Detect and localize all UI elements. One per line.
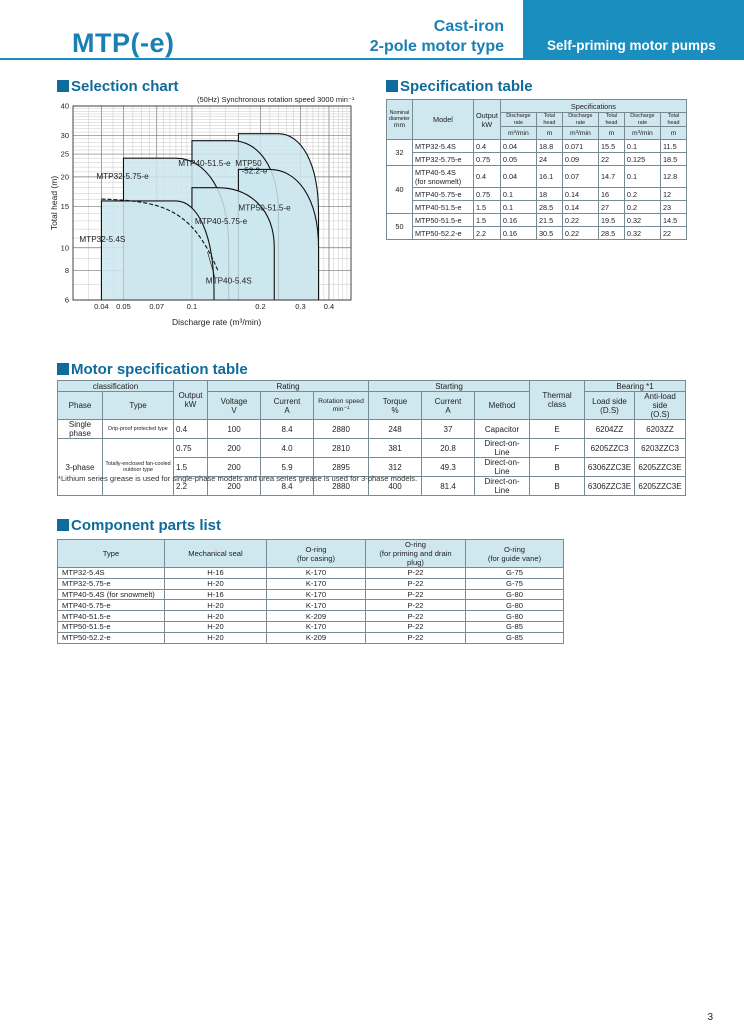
parts-cell-type: MTP50-52.2-e bbox=[58, 632, 165, 643]
subtitle-line-2: 2-pole motor type bbox=[369, 38, 504, 55]
spec-cell-model-name: MTP50-51.5-e bbox=[414, 215, 462, 225]
motor-header-thermal bbox=[530, 381, 585, 420]
motor-cell-value: 2880 bbox=[314, 477, 369, 496]
parts-header-type: Type bbox=[58, 540, 165, 568]
spec-cell-model bbox=[412, 153, 473, 166]
spec-row bbox=[387, 153, 687, 166]
spec-cell-value: 0.04 bbox=[500, 166, 536, 188]
spec-cell-value: 0.16 bbox=[500, 214, 536, 227]
spec-cell-value: 0.1 bbox=[624, 166, 660, 188]
spec-header-nominal-label: Nominal diameter bbox=[389, 109, 410, 123]
spec-cell-value: 22 bbox=[660, 227, 686, 240]
curve-annotation: MTP32-5.4S bbox=[79, 234, 126, 244]
parts-cell-value: G-80 bbox=[466, 611, 564, 622]
motor-header-current-label: Current bbox=[273, 396, 301, 406]
chart-x-label: Discharge rate (m³/min) bbox=[172, 317, 262, 327]
spec-cell-value: 18 bbox=[536, 188, 562, 201]
spec-header-head-unit: m bbox=[598, 127, 624, 140]
motor-header-phase: Phase bbox=[58, 392, 103, 420]
spec-cell-output: 0.4 bbox=[473, 140, 500, 153]
spec-header-output bbox=[473, 100, 500, 140]
parts-cell-value: P-22 bbox=[366, 600, 466, 611]
parts-cell-value: H-16 bbox=[165, 589, 267, 600]
spec-cell-output: 0.4 bbox=[473, 166, 500, 188]
parts-cell-value: K-170 bbox=[267, 568, 366, 579]
motor-cell-value: 6203ZZC3 bbox=[635, 439, 686, 458]
spec-header-discharge bbox=[624, 113, 660, 127]
parts-cell-value: H-20 bbox=[165, 611, 267, 622]
motor-header-voltage-label: Voltage bbox=[220, 396, 248, 406]
spec-cell-value: 0.1 bbox=[500, 188, 536, 201]
motor-cell-value: 1.5 bbox=[174, 458, 208, 477]
parts-list-table bbox=[57, 539, 564, 644]
parts-cell-value: P-22 bbox=[366, 621, 466, 632]
spec-header-head-unit: m bbox=[660, 127, 686, 140]
page-subtitle bbox=[370, 17, 504, 57]
spec-header-head-label: Total head bbox=[605, 113, 618, 126]
motor-header-current bbox=[261, 392, 314, 420]
y-tick-label: 30 bbox=[60, 130, 69, 140]
motor-cell-value: 381 bbox=[369, 439, 422, 458]
motor-cell-value: 200 bbox=[208, 477, 261, 496]
motor-cell-value: 81.4 bbox=[422, 477, 475, 496]
spec-header-nominal-unit: mm bbox=[393, 121, 406, 129]
spec-cell-value: 0.07 bbox=[562, 166, 598, 188]
motor-header-start-current-unit: A bbox=[445, 405, 451, 415]
section-selection-chart: Selection chart bbox=[57, 78, 179, 95]
spec-cell-output: 0.75 bbox=[473, 188, 500, 201]
spec-cell-value: 16 bbox=[598, 188, 624, 201]
spec-header-head-label: Total head bbox=[667, 113, 680, 126]
spec-header-discharge-label: Discharge rate bbox=[506, 113, 531, 126]
motor-cell-value: Direct-on-Line bbox=[475, 439, 530, 458]
motor-header-anti-load-side-code: (O.S) bbox=[650, 410, 670, 419]
motor-cell-value: 20.8 bbox=[422, 439, 475, 458]
motor-cell-value: Direct-on-Line bbox=[475, 477, 530, 496]
motor-header-torque-label: Torque bbox=[382, 396, 408, 406]
parts-cell-value: H-20 bbox=[165, 621, 267, 632]
motor-cell-value: Capacitor bbox=[475, 420, 530, 439]
subtitle-line-1: Cast-iron bbox=[433, 18, 504, 35]
motor-cell-value: 49.3 bbox=[422, 458, 475, 477]
spec-header-discharge bbox=[500, 113, 536, 127]
x-tick-label: 0.1 bbox=[186, 302, 198, 311]
curve-annotation: MTP50-51.5-e bbox=[238, 203, 291, 213]
spec-cell-value: 12.8 bbox=[660, 166, 686, 188]
x-tick-label: 0.07 bbox=[149, 302, 165, 311]
spec-cell-diameter: 50 bbox=[387, 214, 413, 240]
curve-annotation: MTP40-51.5-e bbox=[178, 159, 231, 169]
parts-cell-value: P-22 bbox=[366, 578, 466, 589]
spec-cell-output: 0.75 bbox=[473, 153, 500, 166]
motor-cell-value: 37 bbox=[422, 420, 475, 439]
parts-cell-value: K-170 bbox=[267, 600, 366, 611]
spec-cell-model bbox=[412, 227, 473, 240]
parts-cell-type: MTP40-51.5-e bbox=[58, 611, 165, 622]
parts-cell-value: H-16 bbox=[165, 568, 267, 579]
motor-cell-type: Totally-enclosed fan-cooled outdoor type bbox=[103, 439, 174, 496]
motor-cell-value: 6205ZZC3E bbox=[635, 477, 686, 496]
parts-cell-value: G-75 bbox=[466, 568, 564, 579]
parts-header-seal: Mechanical seal bbox=[165, 540, 267, 568]
parts-header-oring-priming-sub: (for priming and drain plug) bbox=[379, 549, 452, 567]
spec-cell-value: 19.5 bbox=[598, 214, 624, 227]
parts-cell-value: K-170 bbox=[267, 589, 366, 600]
motor-cell-value: 0.4 bbox=[174, 420, 208, 439]
spec-cell-model-note: (for snowmelt) bbox=[414, 176, 462, 186]
category-band bbox=[523, 0, 744, 60]
parts-cell-value: P-22 bbox=[366, 611, 466, 622]
motor-cell-value: 8.4 bbox=[261, 420, 314, 439]
parts-cell-value: P-22 bbox=[366, 568, 466, 579]
y-tick-label: 10 bbox=[60, 243, 69, 253]
spec-cell-model-name: MTP40-5.4S bbox=[414, 167, 456, 177]
motor-cell-type: Drip-proof protected type bbox=[103, 420, 174, 439]
y-tick-label: 20 bbox=[60, 172, 69, 182]
spec-header-output-unit: kW bbox=[481, 119, 493, 129]
parts-cell-type: MTP40-5.4S (for snowmelt) bbox=[58, 589, 165, 600]
spec-cell-model bbox=[412, 166, 473, 188]
spec-cell-model bbox=[412, 201, 473, 214]
spec-cell-diameter: 32 bbox=[387, 140, 413, 166]
motor-header-current-unit: A bbox=[284, 405, 290, 415]
motor-header-torque-unit: % bbox=[391, 405, 399, 415]
parts-cell-value: G-75 bbox=[466, 578, 564, 589]
spec-header-head-unit: m bbox=[536, 127, 562, 140]
motor-cell-value: F bbox=[530, 439, 585, 458]
spec-header-discharge-unit: m³/min bbox=[562, 127, 598, 140]
parts-row bbox=[58, 632, 564, 643]
parts-cell-value: G-80 bbox=[466, 589, 564, 600]
spec-cell-value: 0.2 bbox=[624, 201, 660, 214]
motor-cell-phase: Single phase bbox=[58, 420, 103, 439]
motor-header-voltage bbox=[208, 392, 261, 420]
motor-header-voltage-unit: V bbox=[231, 405, 237, 415]
spec-header-discharge-label: Discharge rate bbox=[568, 113, 593, 126]
motor-header-load-side-label: Load side bbox=[592, 396, 627, 406]
parts-cell-value: K-209 bbox=[267, 611, 366, 622]
parts-header-oring-casing bbox=[267, 540, 366, 568]
spec-row bbox=[387, 166, 687, 188]
curve-annotation: -52.2-e bbox=[241, 166, 268, 176]
y-tick-label: 40 bbox=[60, 101, 69, 111]
spec-cell-value: 24 bbox=[536, 153, 562, 166]
parts-cell-type: MTP50-51.5-e bbox=[58, 621, 165, 632]
spec-cell-value: 0.071 bbox=[562, 140, 598, 153]
spec-cell-value: 0.05 bbox=[500, 153, 536, 166]
page-title: MTP(-e) bbox=[72, 28, 175, 58]
motor-header-rotation-unit: min⁻¹ bbox=[332, 406, 350, 413]
spec-cell-value: 22 bbox=[598, 153, 624, 166]
motor-header-output bbox=[174, 381, 208, 420]
spec-cell-value: 0.16 bbox=[500, 227, 536, 240]
spec-cell-value: 14.5 bbox=[660, 214, 686, 227]
parts-header-oring-guide-label: O-ring bbox=[503, 544, 526, 554]
spec-cell-value: 18.5 bbox=[660, 153, 686, 166]
curve-annotation: MTP32-5.75-e bbox=[96, 171, 149, 181]
x-tick-label: 0.05 bbox=[116, 302, 131, 311]
spec-cell-value: 30.5 bbox=[536, 227, 562, 240]
parts-row bbox=[58, 600, 564, 611]
motor-cell-value: 6306ZZC3E bbox=[585, 477, 635, 496]
spec-cell-model-name: MTP40-51.5-e bbox=[414, 202, 462, 212]
section-parts-list: Component parts list bbox=[57, 517, 221, 534]
spec-cell-value: 0.32 bbox=[624, 214, 660, 227]
spec-cell-model-name: MTP50-52.2-e bbox=[414, 228, 462, 238]
motor-row bbox=[58, 439, 686, 458]
spec-cell-output: 1.5 bbox=[473, 201, 500, 214]
motor-header-bearing: Bearing *1 bbox=[585, 381, 686, 392]
motor-row bbox=[58, 420, 686, 439]
parts-header-oring-guide-sub: (for guide vane) bbox=[487, 553, 542, 563]
motor-header-rating: Rating bbox=[208, 381, 369, 392]
motor-header-rotation bbox=[314, 392, 369, 420]
spec-cell-value: 11.5 bbox=[660, 140, 686, 153]
motor-cell-value: 2880 bbox=[314, 420, 369, 439]
y-tick-label: 8 bbox=[64, 266, 69, 276]
spec-cell-value: 0.32 bbox=[624, 227, 660, 240]
parts-cell-value: K-170 bbox=[267, 578, 366, 589]
motor-cell-value: 2.2 bbox=[174, 477, 208, 496]
parts-cell-value: G-80 bbox=[466, 600, 564, 611]
category-label: Self-priming motor pumps bbox=[547, 38, 716, 53]
spec-cell-value: 15.5 bbox=[598, 140, 624, 153]
specification-table bbox=[386, 99, 687, 240]
motor-footnote: *Lithium series grease is used for single-phase models and urea series grease is used for 3-phase models. bbox=[58, 474, 418, 483]
spec-cell-output: 1.5 bbox=[473, 214, 500, 227]
spec-cell-value: 16.1 bbox=[536, 166, 562, 188]
motor-cell-value: 2895 bbox=[314, 458, 369, 477]
motor-header-output-unit: kW bbox=[184, 400, 197, 409]
spec-cell-value: 0.14 bbox=[562, 201, 598, 214]
parts-cell-value: P-22 bbox=[366, 632, 466, 643]
motor-cell-value: 2810 bbox=[314, 439, 369, 458]
parts-cell-value: H-20 bbox=[165, 600, 267, 611]
spec-row bbox=[387, 188, 687, 201]
spec-header-discharge-unit: m³/min bbox=[500, 127, 536, 140]
motor-header-classification: classification bbox=[58, 381, 174, 392]
spec-cell-model bbox=[412, 214, 473, 227]
motor-header-output-label: Output bbox=[178, 391, 203, 400]
spec-cell-model bbox=[412, 140, 473, 153]
motor-cell-value: 4.0 bbox=[261, 439, 314, 458]
spec-cell-model-name: MTP40-5.75-e bbox=[414, 189, 462, 199]
spec-cell-value: 0.2 bbox=[624, 188, 660, 201]
parts-header-oring-priming bbox=[366, 540, 466, 568]
page-number: 3 bbox=[707, 1012, 713, 1023]
spec-cell-value: 0.22 bbox=[562, 214, 598, 227]
motor-cell-value: 248 bbox=[369, 420, 422, 439]
motor-header-starting: Starting bbox=[369, 381, 530, 392]
motor-cell-value: 5.9 bbox=[261, 458, 314, 477]
spec-header-head-label: Total head bbox=[543, 113, 556, 126]
parts-header-oring-casing-label: O-ring bbox=[305, 544, 327, 554]
spec-cell-value: 23 bbox=[660, 201, 686, 214]
parts-cell-type: MTP40-5.75-e bbox=[58, 600, 165, 611]
spec-cell-value: 18.8 bbox=[536, 140, 562, 153]
motor-cell-value: 6306ZZC3E bbox=[585, 458, 635, 477]
parts-cell-value: H-20 bbox=[165, 578, 267, 589]
y-tick-label: 6 bbox=[64, 295, 69, 305]
section-spec-table: Specification table bbox=[386, 78, 533, 95]
parts-cell-value: K-209 bbox=[267, 632, 366, 643]
motor-cell-value: 6205ZZC3E bbox=[635, 458, 686, 477]
motor-cell-value: 400 bbox=[369, 477, 422, 496]
spec-cell-diameter: 40 bbox=[387, 166, 413, 214]
motor-cell-value: Direct-on-Line bbox=[475, 458, 530, 477]
motor-header-start-current bbox=[422, 392, 475, 420]
motor-header-anti-load-side bbox=[635, 392, 686, 420]
motor-cell-value: E bbox=[530, 420, 585, 439]
motor-cell-value: 6204ZZ bbox=[585, 420, 635, 439]
spec-header-discharge bbox=[562, 113, 598, 127]
curve-mtp32-5-4s bbox=[101, 201, 214, 300]
parts-cell-value: K-170 bbox=[267, 621, 366, 632]
parts-header-oring-guide bbox=[466, 540, 564, 568]
spec-cell-model-name: MTP32-5.4S bbox=[414, 141, 456, 151]
parts-cell-value: P-22 bbox=[366, 589, 466, 600]
curve-annotation: MTP40-5.75-e bbox=[194, 217, 248, 227]
parts-row bbox=[58, 568, 564, 579]
spec-row bbox=[387, 140, 687, 153]
parts-cell-value: G-85 bbox=[466, 632, 564, 643]
spec-cell-model-name: MTP32-5.75-e bbox=[414, 154, 462, 164]
spec-cell-value: 0.22 bbox=[562, 227, 598, 240]
motor-header-torque bbox=[369, 392, 422, 420]
spec-header-output-label: Output bbox=[475, 110, 498, 120]
spec-cell-value: 21.5 bbox=[536, 214, 562, 227]
curve-annotation: MTP50 bbox=[235, 159, 262, 169]
header-divider bbox=[0, 58, 744, 60]
spec-cell-value: 28.5 bbox=[536, 201, 562, 214]
motor-cell-value: B bbox=[530, 458, 585, 477]
spec-cell-model bbox=[412, 188, 473, 201]
curve-annotation: MTP40-5.4S bbox=[205, 276, 252, 286]
motor-header-thermal-label: Thermal bbox=[542, 391, 572, 400]
spec-cell-output: 2.2 bbox=[473, 227, 500, 240]
parts-cell-value: H-20 bbox=[165, 632, 267, 643]
spec-cell-value: 12 bbox=[660, 188, 686, 201]
x-tick-label: 0.04 bbox=[94, 302, 109, 311]
parts-row bbox=[58, 578, 564, 589]
spec-cell-value: 0.1 bbox=[624, 140, 660, 153]
x-tick-label: 0.3 bbox=[295, 302, 306, 311]
motor-cell-value: 8.4 bbox=[261, 477, 314, 496]
motor-header-load-side bbox=[585, 392, 635, 420]
spec-cell-value: 14.7 bbox=[598, 166, 624, 188]
y-tick-label: 15 bbox=[60, 201, 69, 211]
parts-cell-type: MTP32-5.75-e bbox=[58, 578, 165, 589]
spec-header-discharge-label: Discharge rate bbox=[630, 113, 655, 126]
spec-cell-value: 0.09 bbox=[562, 153, 598, 166]
motor-cell-value: 100 bbox=[208, 420, 261, 439]
motor-header-start-current-label: Current bbox=[434, 396, 462, 406]
selection-chart bbox=[48, 93, 368, 333]
spec-header-model: Model bbox=[412, 100, 473, 140]
spec-cell-value: 0.14 bbox=[562, 188, 598, 201]
motor-header-thermal-class: class bbox=[547, 400, 567, 409]
spec-row bbox=[387, 227, 687, 240]
motor-cell-value: 6203ZZ bbox=[635, 420, 686, 439]
parts-header-oring-casing-sub: (for casing) bbox=[297, 553, 335, 563]
parts-row bbox=[58, 611, 564, 622]
motor-cell-value: 0.75 bbox=[174, 439, 208, 458]
parts-cell-type: MTP32-5.4S bbox=[58, 568, 165, 579]
spec-header-nominal bbox=[387, 100, 413, 140]
spec-cell-value: 27 bbox=[598, 201, 624, 214]
chart-title: (50Hz) Synchronous rotation speed 3000 min⁻¹ bbox=[197, 95, 355, 104]
motor-cell-value: B bbox=[530, 477, 585, 496]
motor-cell-value: 312 bbox=[369, 458, 422, 477]
spec-cell-value: 0.04 bbox=[500, 140, 536, 153]
parts-header-oring-priming-label: O-ring bbox=[404, 540, 427, 549]
spec-row bbox=[387, 201, 687, 214]
spec-header-specifications: Specifications bbox=[500, 100, 686, 113]
chart-y-label: Total head (m) bbox=[49, 175, 59, 231]
motor-cell-value: 200 bbox=[208, 458, 261, 477]
spec-cell-value: 0.1 bbox=[500, 201, 536, 214]
x-tick-label: 0.4 bbox=[323, 302, 335, 311]
spec-row bbox=[387, 214, 687, 227]
parts-row bbox=[58, 621, 564, 632]
motor-header-anti-load-side-label: Anti-load side bbox=[644, 392, 676, 410]
spec-cell-value: 0.125 bbox=[624, 153, 660, 166]
spec-header-head bbox=[660, 113, 686, 127]
spec-header-discharge-unit: m³/min bbox=[624, 127, 660, 140]
spec-header-head bbox=[536, 113, 562, 127]
motor-cell-value: 6205ZZC3 bbox=[585, 439, 635, 458]
parts-cell-value: G-85 bbox=[466, 621, 564, 632]
motor-header-load-side-code: (D.S) bbox=[600, 405, 619, 415]
spec-header-head bbox=[598, 113, 624, 127]
spec-cell-value: 28.5 bbox=[598, 227, 624, 240]
motor-header-method: Method bbox=[475, 392, 530, 420]
x-tick-label: 0.2 bbox=[255, 302, 266, 311]
parts-row bbox=[58, 589, 564, 600]
motor-header-rotation-label: Rotation speed bbox=[318, 398, 364, 405]
y-tick-label: 25 bbox=[60, 149, 69, 159]
section-motor-spec: Motor specification table bbox=[57, 361, 248, 378]
motor-cell-value: 200 bbox=[208, 439, 261, 458]
motor-cell-phase: 3-phase bbox=[58, 439, 103, 496]
motor-header-type: Type bbox=[103, 392, 174, 420]
